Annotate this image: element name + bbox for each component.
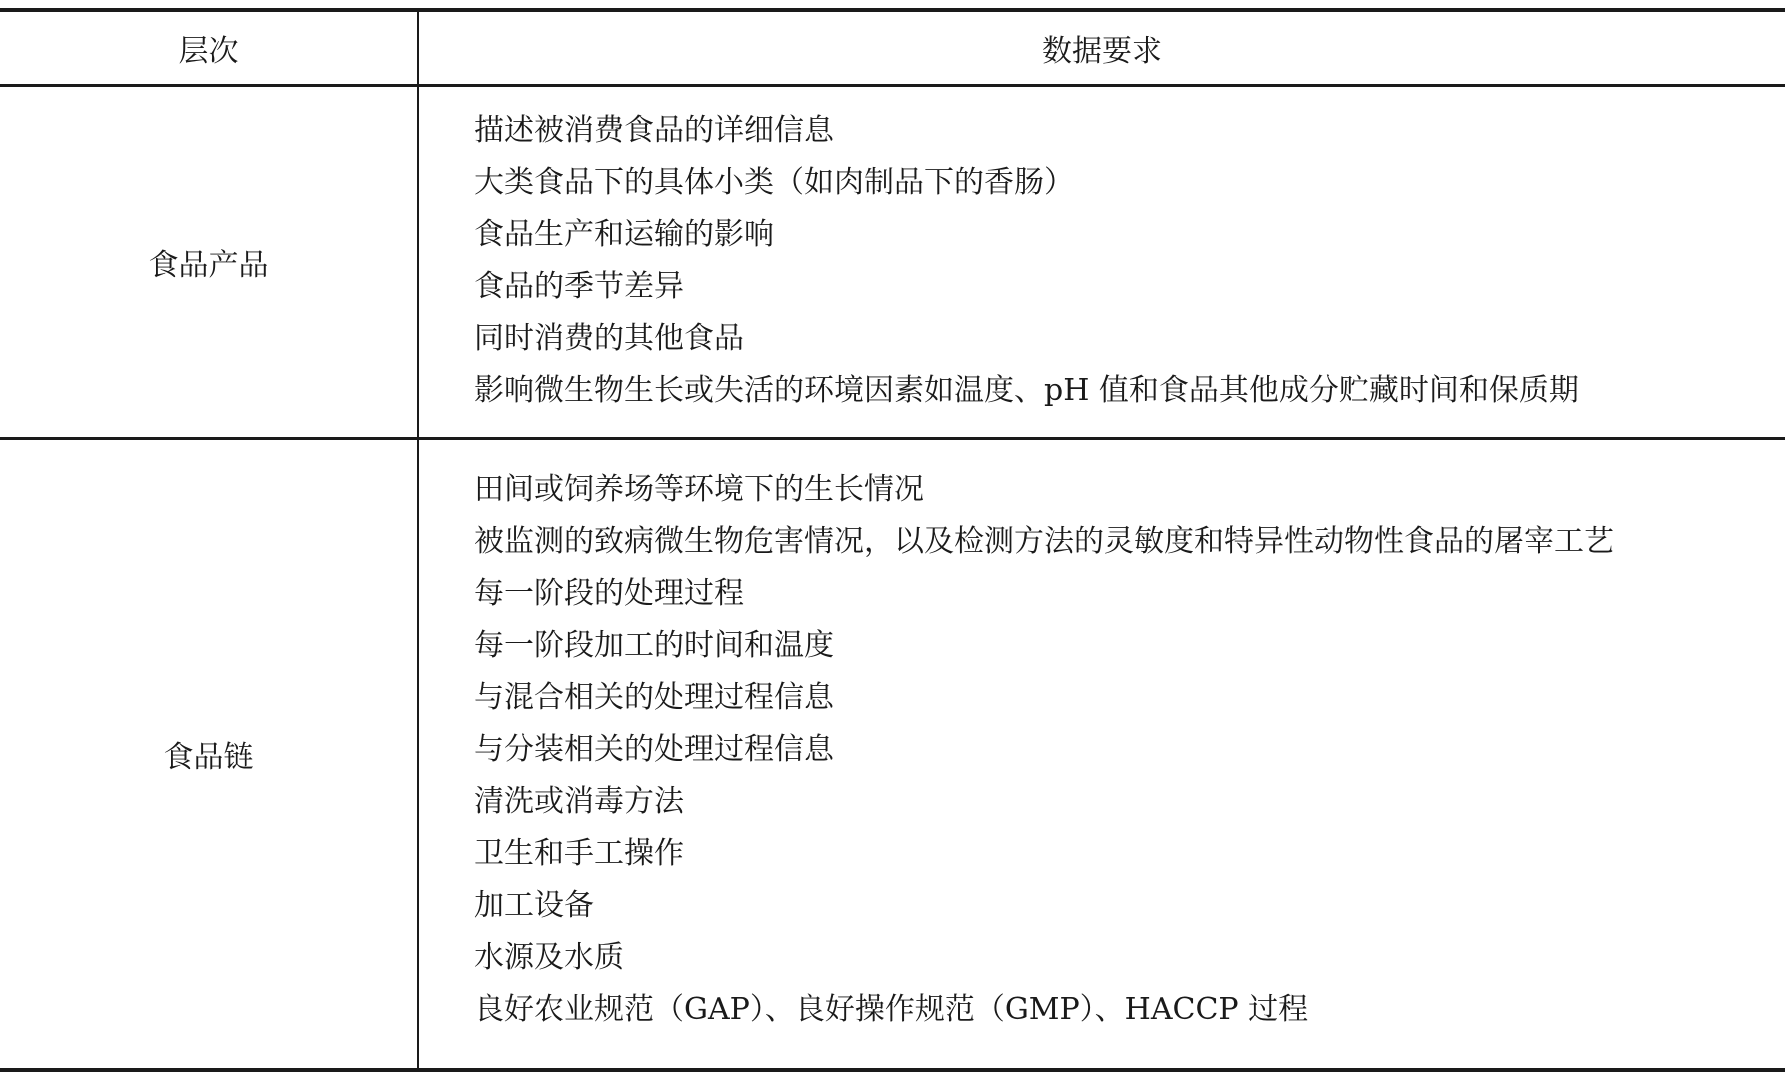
requirement-item: 每一阶段的处理过程 <box>474 576 744 611</box>
header-level: 层次 <box>178 34 239 69</box>
requirement-item: 食品生产和运输的影响 <box>474 217 774 252</box>
requirement-item: 食品的季节差异 <box>474 269 684 304</box>
requirement-item: 加工设备 <box>474 888 594 923</box>
requirement-item: 良好农业规范（GAP）、良好操作规范（GMP）、HACCP 过程 <box>474 992 1309 1027</box>
requirement-item: 大类食品下的具体小类（如肉制品下的香肠） <box>474 165 1074 200</box>
requirement-item: 水源及水质 <box>474 940 624 975</box>
requirement-item: 描述被消费食品的详细信息 <box>474 113 834 148</box>
table-bottom-rule <box>0 1068 1785 1072</box>
level-food-chain: 食品链 <box>163 740 254 775</box>
requirement-item: 被监测的致病微生物危害情况，以及检测方法的灵敏度和特异性动物性食品的屠宰工艺 <box>474 524 1614 559</box>
requirement-item: 影响微生物生长或失活的环境因素如温度、pH 值和食品其他成分贮藏时间和保质期 <box>474 373 1579 408</box>
level-food-product: 食品产品 <box>148 248 269 283</box>
requirement-item: 每一阶段加工的时间和温度 <box>474 628 834 663</box>
header-requirements: 数据要求 <box>1042 34 1162 69</box>
requirement-item: 同时消费的其他食品 <box>474 321 744 356</box>
requirement-item: 卫生和手工操作 <box>474 836 684 871</box>
requirement-item: 与混合相关的处理过程信息 <box>474 680 834 715</box>
requirement-item: 与分装相关的处理过程信息 <box>474 732 834 767</box>
food-product-requirements <box>474 105 1579 417</box>
requirement-item: 田间或饲养场等环境下的生长情况 <box>474 472 924 507</box>
requirement-item: 清洗或消毒方法 <box>474 784 684 819</box>
column-divider <box>417 12 419 1068</box>
food-chain-requirements <box>474 464 1614 1036</box>
